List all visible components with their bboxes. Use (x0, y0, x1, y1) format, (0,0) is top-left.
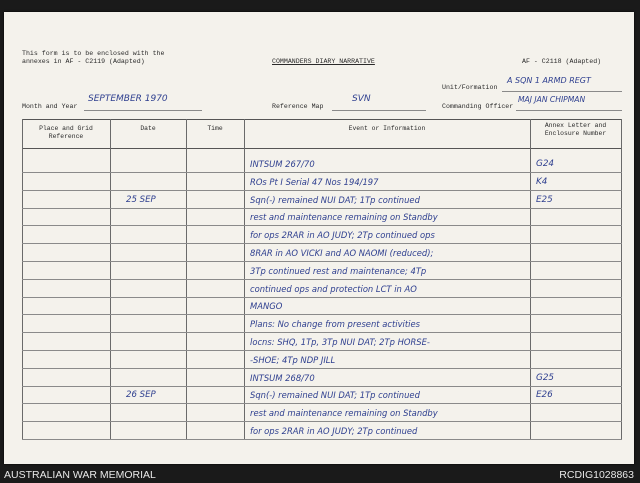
co-label: Commanding Officer (442, 103, 514, 110)
row-annex: G25 (536, 372, 555, 383)
unit-value: A SQN 1 ARMD REGT (507, 76, 591, 85)
row-event: 8RAR in AO VICKI and AO NAOMI (reduced); (250, 248, 434, 258)
table-bottom-rule (22, 439, 622, 440)
co-value: MAJ JAN CHIPMAN (518, 95, 586, 104)
row-date: 26 SEP (126, 390, 156, 401)
row-event: ROs Pt I Serial 47 Nos 194/197 (250, 176, 379, 187)
col-date-header: Date (140, 125, 156, 132)
row-rule (22, 279, 622, 280)
row-rule (22, 297, 622, 298)
row-annex: E26 (536, 390, 553, 401)
row-event: INTSUM 267/70 (250, 159, 315, 169)
row-event: Sqn(-) remained NUI DAT; 1Tp continued (250, 390, 420, 401)
footer-left: AUSTRALIAN WAR MEMORIAL (4, 469, 156, 481)
ref-map-value: SVN (352, 94, 371, 104)
row-event: continued ops and protection LCT in AO (250, 283, 417, 294)
row-event: for ops 2RAR in AO JUDY; 2Tp continued (250, 426, 418, 436)
row-event: Sqn(-) remained NUI DAT; 1Tp continued (250, 194, 420, 205)
row-rule (22, 208, 622, 209)
col-annex-header: Annex Letter and Enclosure Number (544, 122, 607, 137)
footer-right: RCDIG1028863 (559, 469, 634, 481)
row-rule (22, 261, 622, 262)
row-event: for ops 2RAR in AO JUDY; 2Tp continued ops (250, 230, 435, 241)
enclose-note: This form is to be enclosed with the (22, 50, 165, 57)
form-code: AF - C2118 (Adapted) (522, 58, 602, 65)
row-event: rest and maintenance remaining on Standby (250, 408, 438, 419)
row-rule (22, 225, 622, 226)
col-time-header: Time (207, 125, 223, 132)
month-value: SEPTEMBER 1970 (88, 94, 168, 104)
row-rule (22, 421, 622, 422)
enclose-note-2: annexes in AF - C2119 (Adapted) (22, 58, 145, 65)
row-rule (22, 386, 622, 387)
row-rule (22, 368, 622, 369)
row-date: 25 SEP (126, 194, 156, 205)
row-event: INTSUM 268/70 (250, 372, 315, 383)
diary-page (4, 12, 634, 464)
unit-label: Unit/Formation (442, 84, 498, 91)
row-rule (22, 314, 622, 315)
row-rule (22, 243, 622, 244)
row-event: Plans: No change from present activities (250, 319, 420, 330)
row-annex: E25 (536, 194, 553, 205)
row-event: rest and maintenance remaining on Standby (250, 212, 438, 223)
row-event: 3Tp continued rest and maintenance; 4Tp (250, 265, 427, 276)
month-label: Month and Year (22, 103, 78, 110)
row-annex: G24 (536, 159, 555, 169)
row-event: locns: SHQ, 1Tp, 3Tp NUI DAT; 2Tp HORSE- (250, 337, 430, 347)
row-rule (22, 190, 622, 191)
ref-map-label: Reference Map (272, 103, 324, 110)
row-rule (22, 172, 622, 173)
col-event-header: Event or Information (348, 125, 426, 132)
row-event: -SHOE; 4Tp NDP JILL (250, 354, 336, 365)
form-title: COMMANDERS DIARY NARRATIVE (272, 58, 375, 65)
row-rule (22, 332, 622, 333)
col-place-header: Place and Grid Reference (39, 125, 93, 140)
row-rule (22, 350, 622, 351)
row-annex: K4 (536, 176, 548, 187)
row-rule (22, 403, 622, 404)
row-event: MANGO (250, 301, 283, 312)
